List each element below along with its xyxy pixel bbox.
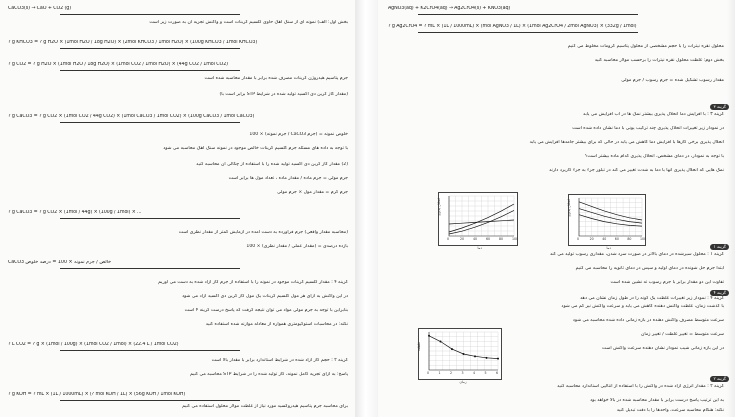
chart-svg-0 — [439, 193, 517, 245]
right-text-line: با توجه به نمودار، در دمای مشخص، انحلال پذیری کدام ماده بیشتر است؟ — [584, 154, 724, 159]
right-text-line: ? g Ag2CrO4 = ? mL × (1L / 1000mL) × (mol AgNO3 / 1L) × (1mol Ag2CrO4 / 2mol AgNO3) × (332g / 1mol) — [388, 24, 637, 29]
right-text-line: در نمودار زیر تغییرات انحلال پذیری چند ترکیب یونی با دما نشان داده شده است — [572, 126, 724, 131]
left-text-line: (محاسبه مقدار واقعی) جرم فراورده به دست آمده در آزمایش کمتر از مقدار نظری است — [178, 230, 348, 235]
x-tick-label: 20 — [589, 237, 594, 241]
left-text-line: برای محاسبه جرم پتاسیم هیدروکسید مورد نیاز از غلظت مولار محلول استفاده می کنیم — [182, 404, 348, 409]
x-tick-label: 80 — [627, 237, 632, 241]
fraction-rule — [60, 122, 240, 123]
x-tick-label: 40 — [602, 237, 607, 241]
y-axis-label: انحلال پذیری — [567, 199, 571, 217]
fraction-rule — [418, 14, 638, 15]
right-text-line: گزینه ۳ : با افزایش دما انحلال پذیری بیشتر نمک ها در آب افزایش می یابد — [583, 112, 724, 117]
left-text-line: (2) مقدار گاز کربن دی اکسید تولید شده را با استفاده از چگالی آن محاسبه کنید — [196, 162, 348, 167]
left-page — [0, 0, 355, 417]
left-text-line: بنابراین با توجه به جرم مولی مواد می توان نتیجه گرفت که پاسخ درست گزینه ۴ است — [184, 308, 348, 313]
x-tick-label: 3 — [461, 371, 464, 375]
y-axis-label: انحلال پذیری — [437, 198, 441, 216]
left-text-line: در این واکنش به ازای هر مول کلسیم کربنات یک مول گاز کربن دی اکسید آزاد می شود — [182, 294, 348, 299]
x-axis-label: دما — [606, 246, 611, 250]
x-tick-label: 2 — [450, 371, 453, 375]
x-tick-label: 6 — [496, 371, 499, 375]
right-page — [378, 0, 735, 417]
x-tick-label: 4 — [473, 371, 476, 375]
x-tick-label: 60 — [486, 237, 491, 241]
left-text-line: با توجه به داده های مسئله جرم کلسیم کربنات خالص موجود در نمونه سنگ آهک محاسبه می شود — [163, 146, 348, 151]
data-point — [474, 355, 476, 357]
right-text-line: در این بازه زمانی شیب نمودار نشان دهنده سرعت واکنش است — [601, 346, 724, 351]
fraction-rule — [60, 48, 240, 49]
left-text-line: جرم پتاسیم هیدروژن کربنات مصرف شده برابر با مقدار محاسبه شده است — [204, 76, 348, 81]
right-text-line: به این ترتیب پاسخ درست برابر با مقدار محاسبه شده در بالا خواهد بود — [590, 398, 724, 403]
data-point — [428, 335, 430, 337]
left-text-line: CaCO3 خالص / جرم نمونه × 100 = درصد خلوص — [8, 260, 112, 265]
book-gutter — [355, 0, 378, 417]
right-text-line: محلول نقره نیترات را با حجم مشخصی از محلول پتاسیم کرومات مخلوط می کنیم — [567, 44, 724, 49]
left-text-line: نکته: در محاسبات استوکیومتری همواره از معادله موازنه شده استفاده کنید — [205, 322, 348, 327]
left-text-line: خلوص نمونه = (جرم CaCO3 / جرم نمونه) × 100 — [249, 132, 348, 137]
x-tick-label: 5 — [484, 371, 487, 375]
x-tick-label: 20 — [460, 237, 465, 241]
data-point — [440, 341, 442, 343]
right-text-line: مقدار رسوب تشکیل شده = جرم رسوب / جرم مولی — [621, 78, 724, 83]
x-tick-label: 100 — [640, 237, 647, 241]
left-text-line: ? g KHCO3 = ? g H2O × (1mol H2O / 18g H2O) × (2mol KHCO3 / 1mol H2O) × (100g KHCO3 / 1mol KHCO3) — [8, 40, 258, 45]
chart-svg-1 — [569, 195, 645, 245]
fraction-rule — [60, 70, 240, 71]
left-text-line: (مقدار گاز کربن دی اکسید تولید شده در شرایط STP برابر است با) — [219, 92, 348, 97]
chart-svg-2 — [419, 329, 501, 379]
right-text-line: تفاوت این دو مقدار برابر با جرم رسوب ته نشین شده است — [610, 280, 724, 285]
right-text-line: گزینه ۱ : محلول سیرشده در دمای بالاتر در صورت سرد شدن، مقداری رسوب تولید می کند — [549, 252, 724, 257]
y-axis-label: غلظت — [417, 341, 421, 351]
fraction-rule — [60, 14, 240, 15]
data-point — [451, 348, 453, 350]
right-text-line: AgNO3(aq) + K2CrO4(aq) → Ag2CrO4(s) + KNO3(aq) — [388, 6, 511, 11]
answer-badge: گزینه ۲ — [710, 376, 729, 382]
x-axis-label: دما — [477, 246, 482, 250]
right-text-line: نکته: هنگام محاسبه سرعت، واحدها را با دقت تبدیل کنید — [616, 408, 724, 413]
solubility-chart-1 — [437, 192, 519, 250]
concentration-time-chart — [417, 328, 502, 384]
data-point — [463, 353, 465, 355]
x-tick-label: 1 — [438, 371, 441, 375]
data-point — [497, 358, 499, 360]
x-tick-label: 40 — [473, 237, 478, 241]
left-text-line: ? g KOH = ? mL × (1L / 1000mL) × (? mol KOH / 1L) × (56g KOH / 1mol KOH) — [8, 392, 186, 397]
fraction-rule — [60, 268, 240, 269]
page-edge-shadow — [727, 0, 735, 417]
fraction-rule — [418, 32, 638, 33]
left-text-line: CaCO3(s) → CaO + CO2 (g) — [8, 6, 71, 11]
x-tick-label: 0 — [427, 371, 430, 375]
x-tick-label: 0 — [447, 237, 450, 241]
right-text-line: سرعت متوسط = تغییر غلظت / تغییر زمان — [641, 332, 724, 337]
left-text-line: ? g CO2 = ? g H2O × (1mol H2O / 18g H2O) × (1mol CO2 / 1mol H2O) × (44g CO2 / 1mol CO2) — [8, 62, 228, 67]
right-text-line: گزینه ۲ : مقدار انرژی آزاد شده در واکنش را با استفاده از آنتالپی استاندارد محاسبه کنید — [557, 384, 724, 389]
fraction-rule — [60, 400, 240, 401]
fraction-rule — [60, 350, 240, 351]
left-text-line: بخش اول: الف) نمونه ای از سنگ آهک حاوی کلسیم کربنات است و واکنش تجزیه آن به صورت زیر است — [149, 20, 348, 25]
right-text-line: سرعت متوسط مصرف واکنش دهنده در بازه زمانی داده شده محاسبه می شود — [572, 318, 724, 323]
x-tick-label: 80 — [499, 237, 504, 241]
answer-badge: گزینه ۴ — [710, 290, 729, 296]
answer-badge: گزینه ۳ — [710, 104, 729, 110]
right-text-line: گزینه ۴ : نمودار زیر تغییرات غلظت یک گونه را در طول زمان نشان می دهد — [580, 296, 724, 301]
left-text-line: گزینه ۴ : مقدار کلسیم کربنات موجود در نمونه را با استفاده از جرم گاز آزاد شده به دست می آوریم — [158, 280, 348, 285]
solubility-chart-2 — [567, 194, 647, 250]
answer-badge: گزینه ۱ — [710, 244, 729, 250]
data-point — [486, 357, 488, 359]
right-text-line: با گذشت زمان، غلظت واکنش دهنده کاهش می یابد و سرعت واکنش نیز کم می شود — [561, 304, 724, 309]
right-text-line: ابتدا جرم حل شونده در دمای اولیه و سپس در دمای ثانویه را محاسبه می کنیم — [575, 266, 724, 271]
left-text-line: ? L CO2 = ? g × (1mol / 100g) × (1mol CO2 / 1mol) × (22.4 L / 1mol CO2) — [8, 342, 179, 347]
right-text-line: انحلال پذیری برخی گازها با افزایش دما کاهش می یابد در حالی که برای بیشتر جامدها افزایش می یابد — [529, 140, 724, 145]
x-tick-label: 60 — [614, 237, 619, 241]
left-text-line: پاسخ: به ازای تجزیه کامل نمونه، گاز تولید شده را در شرایط STP محاسبه می کنیم — [190, 372, 348, 377]
right-text-line: نمک هایی که انحلال پذیری آنها با دما به شدت تغییر می کند در تبلور جزء به جزء کاربرد دارند — [549, 168, 724, 173]
left-text-line: ? g CaCO3 = ? g CO2 × (1mol / 44g) × (100g / 1mol) × ... — [8, 210, 142, 215]
left-text-line: جرم مولی = جرم ماده / مقدار ماده ، تعداد مول ها برابر است — [228, 176, 348, 181]
fraction-rule — [60, 218, 240, 219]
left-text-line: ? g CaCO3 = ? g CO2 × (1mol CO2 / 44g CO2) × (1mol CaCO3 / 1mol CO2) × (100g CaCO3 / 1mol CaCO3) — [8, 114, 255, 119]
left-text-line: بازده درصدی = (مقدار عملی / مقدار نظری) × 100 — [246, 244, 348, 249]
x-tick-label: 100 — [512, 237, 519, 241]
right-text-line: بخش دوم: غلظت محلول نقره نیترات را برحسب مولار محاسبه کنید — [594, 58, 724, 63]
left-text-line: جرم گرم = مقدار مول × جرم مولی — [277, 190, 348, 195]
x-tick-label: 0 — [577, 237, 580, 241]
left-text-line: گزینه ۲ : حجم گاز آزاد شده در شرایط استاندارد برابر با مقدار بالا است — [211, 358, 348, 363]
x-axis-label: زمان — [459, 380, 467, 384]
